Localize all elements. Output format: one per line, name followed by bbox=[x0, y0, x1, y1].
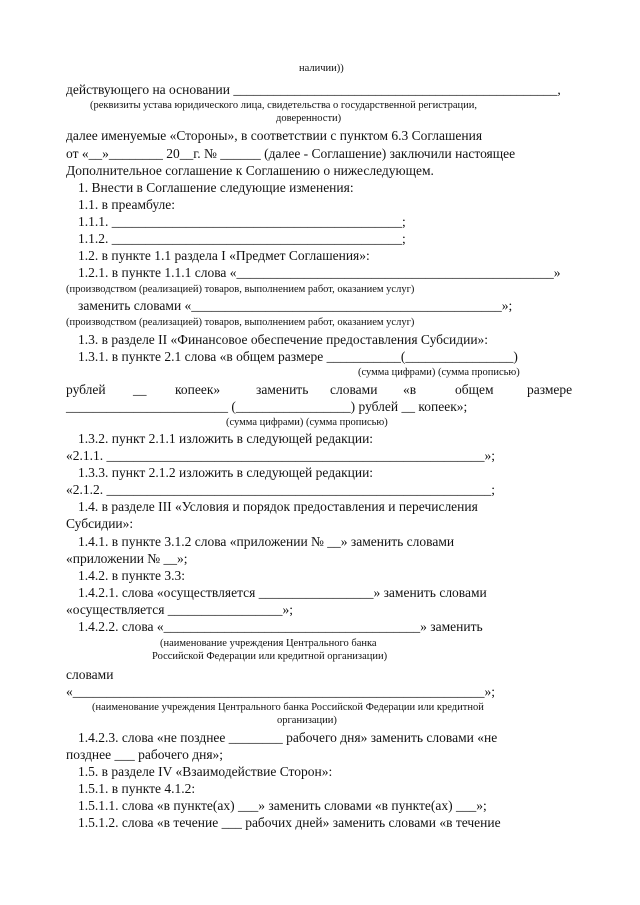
text-line: заменить словами «______________________________________________»; bbox=[78, 298, 513, 313]
text-line: 1.4.2. в пункте 3.3: bbox=[78, 568, 185, 583]
text-line: 1.1.1. ___________________________________________; bbox=[78, 214, 406, 229]
text-line: 1.4.2.3. слова «не позднее ________ рабочего дня» заменить словами «не bbox=[78, 730, 498, 745]
text-line: Субсидии»: bbox=[66, 516, 134, 531]
text-line: 1.1.2. ___________________________________________; bbox=[78, 231, 406, 246]
text-line: ________________________ (_________________) рублей __ копеек»; bbox=[66, 399, 468, 414]
text-line: 1.5.1. в пункте 4.1.2: bbox=[78, 781, 196, 796]
text-line: от «__»________ 20__г. № ______ (далее - Соглашение) заключили настоящее bbox=[66, 146, 516, 161]
caption-line: доверенности) bbox=[276, 113, 342, 124]
text-line: общем bbox=[455, 382, 494, 397]
text-line: Дополнительное соглашение к Соглашению о нижеследующем. bbox=[66, 163, 434, 178]
text-line: «осуществляется _________________»; bbox=[66, 602, 294, 617]
text-line: __ bbox=[133, 382, 147, 397]
text-line: наличии)) bbox=[299, 63, 344, 74]
text-line: 1.3.2. пункт 2.1.1 изложить в следующей редакции: bbox=[78, 431, 374, 446]
text-line: «2.1.2. _________________________________________________________; bbox=[66, 482, 496, 497]
text-line: размере bbox=[527, 382, 573, 397]
text-line: 1.3. в разделе II «Финансовое обеспечение предоставления Субсидии»: bbox=[78, 332, 489, 347]
text-line: 1.5.1.1. слова «в пункте(ах) ___» заменить словами «в пункте(ах) ___»; bbox=[78, 798, 487, 813]
text-line: «в bbox=[403, 382, 417, 397]
caption-line: (наименование учреждения Центрального банка Российской Федерации или кредитной bbox=[92, 702, 484, 713]
text-line: 1.4.2.1. слова «осуществляется _________________» заменить словами bbox=[78, 585, 487, 600]
text-line: 1.4. в разделе III «Условия и порядок предоставления и перечисления bbox=[78, 499, 478, 514]
text-line: 1.1. в преамбуле: bbox=[78, 197, 176, 212]
text-line: рублей bbox=[66, 382, 106, 397]
text-line: заменить bbox=[256, 382, 309, 397]
text-line: 1.4.2.2. слова «______________________________________» заменить bbox=[78, 619, 483, 634]
text-line: 1.5.1.2. слова «в течение ___ рабочих дней» заменить словами «в течение bbox=[78, 815, 501, 830]
text-line: словами bbox=[66, 667, 114, 682]
caption-line: (реквизиты устава юридического лица, свидетельства о государственной регистрации, bbox=[90, 100, 477, 111]
text-line: 1.4.1. в пункте 3.1.2 слова «приложении № __» заменить словами bbox=[78, 534, 455, 549]
text-line: 1.3.3. пункт 2.1.2 изложить в следующей редакции: bbox=[78, 465, 374, 480]
caption-line: Российской Федерации или кредитной организации) bbox=[152, 651, 388, 662]
text-line: словами bbox=[330, 382, 378, 397]
text-line: 1. Внести в Соглашение следующие изменения: bbox=[78, 180, 354, 195]
text-line: позднее ___ рабочего дня»; bbox=[66, 747, 224, 762]
text-line: копеек» bbox=[175, 382, 221, 397]
text-line: 1.3.1. в пункте 2.1 слова «в общем размере ___________(________________) bbox=[78, 349, 518, 364]
caption-line: (производством (реализацией) товаров, выполнением работ, оказанием услуг) bbox=[66, 284, 415, 295]
text-line: 1.2. в пункте 1.1 раздела I «Предмет Соглашения»: bbox=[78, 248, 370, 263]
caption-line: (сумма цифрами) (сумма прописью) bbox=[358, 367, 520, 378]
text-line: далее именуемые «Стороны», в соответствии с пунктом 6.3 Соглашения bbox=[66, 128, 483, 143]
text-line: «2.1.1. ________________________________________________________»; bbox=[66, 448, 496, 463]
caption-line: (наименование учреждения Центрального банка bbox=[160, 638, 377, 649]
caption-line: организации) bbox=[277, 715, 337, 726]
caption-line: (сумма цифрами) (сумма прописью) bbox=[226, 417, 388, 428]
text-line: «приложении № __»; bbox=[66, 551, 188, 566]
text-line: 1.2.1. в пункте 1.1.1 слова «_______________________________________________» bbox=[78, 265, 561, 280]
text-line: действующего на основании ________________________________________________, bbox=[66, 82, 561, 97]
text-line: 1.5. в разделе IV «Взаимодействие Сторон»: bbox=[78, 764, 333, 779]
caption-line: (производством (реализацией) товаров, выполнением работ, оказанием услуг) bbox=[66, 317, 415, 328]
text-line: «_____________________________________________________________»; bbox=[66, 684, 496, 699]
